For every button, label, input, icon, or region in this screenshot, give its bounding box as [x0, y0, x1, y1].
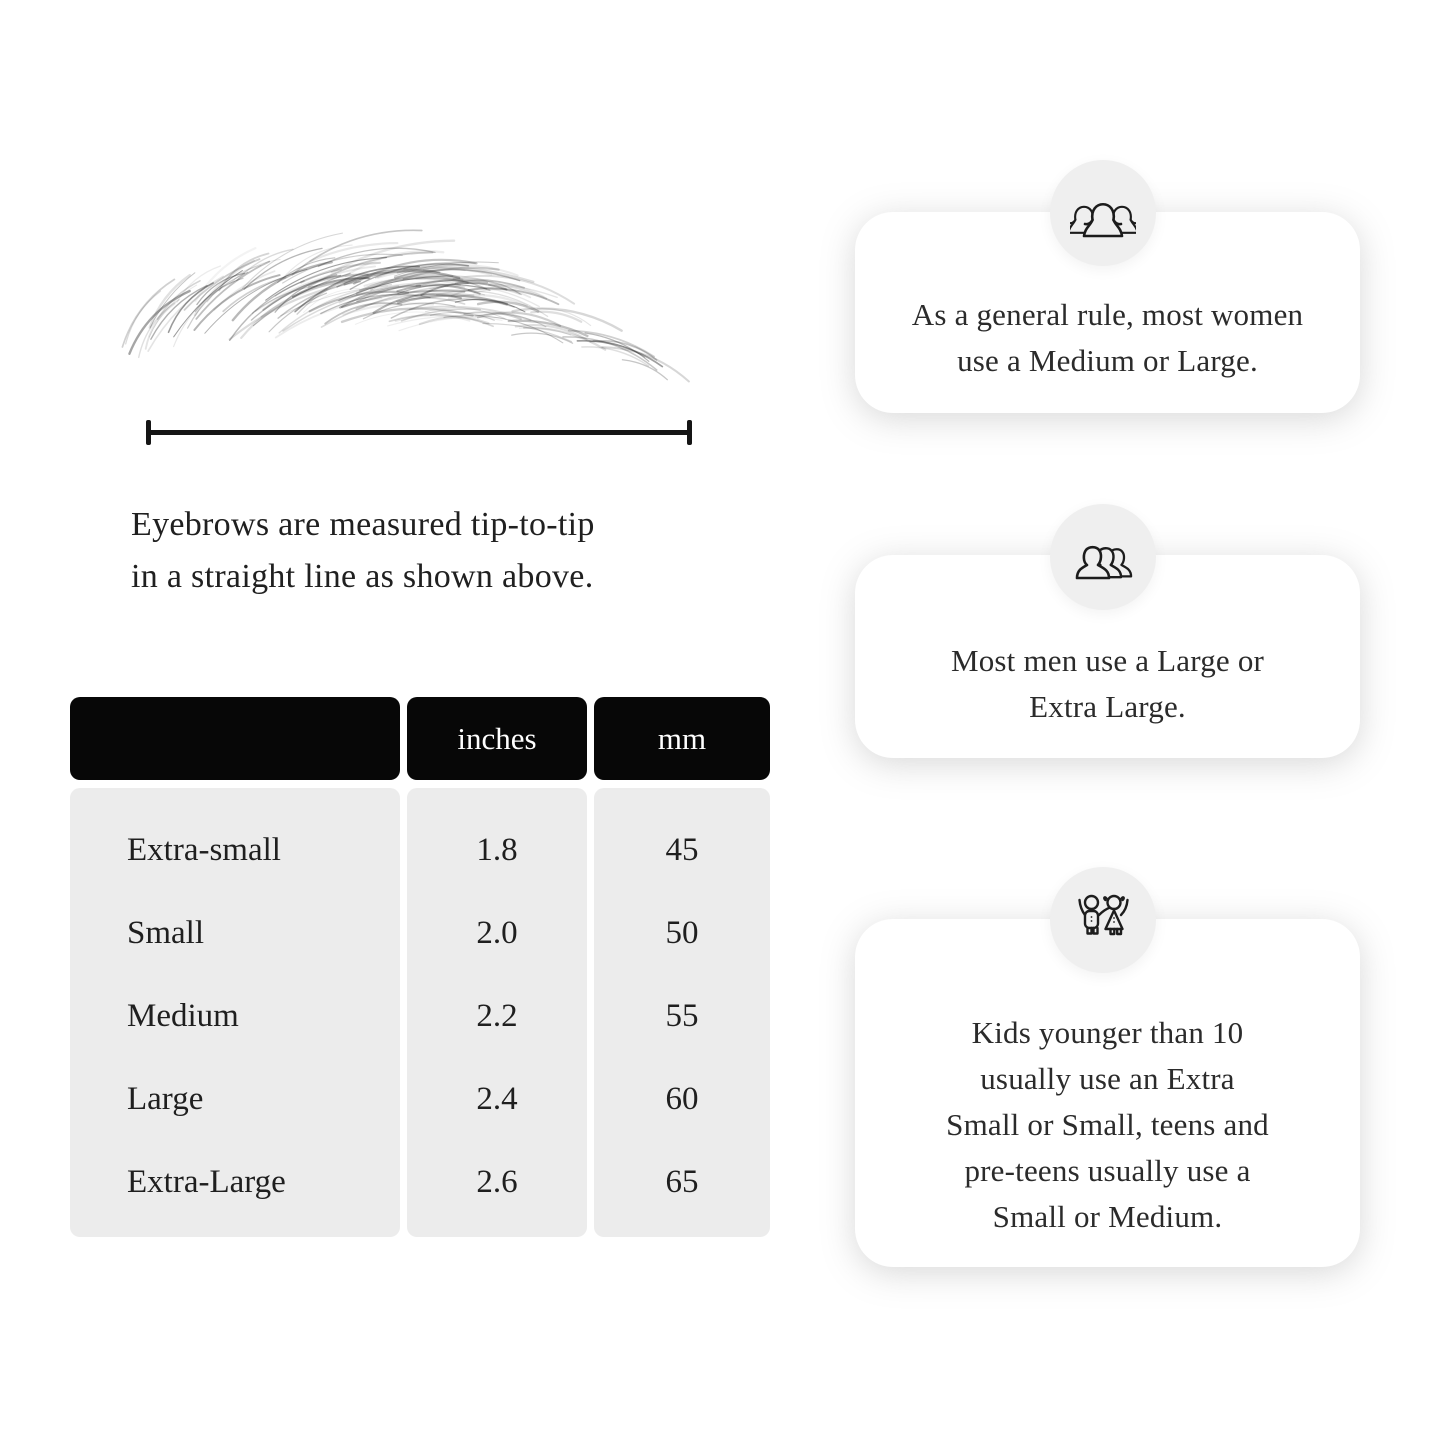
size-label: Medium — [127, 998, 239, 1034]
mm-column — [594, 788, 770, 1237]
column-header-mm: mm — [594, 697, 770, 780]
size-label: Small — [127, 915, 205, 951]
men-group-icon — [1070, 532, 1136, 582]
measurement-line-right-cap — [687, 420, 692, 445]
inches-value: 1.8 — [476, 832, 518, 868]
measurement-line — [146, 430, 692, 435]
card-text-line: Kids younger than 10 — [971, 1015, 1244, 1050]
kids-guideline-text — [946, 1010, 1269, 1240]
card-text-line: Most men use a Large or — [950, 642, 1265, 678]
eyebrow-sketch — [108, 225, 708, 425]
size-table-body — [70, 788, 770, 1237]
size-table-header — [70, 697, 770, 780]
inches-value: 2.6 — [476, 1164, 518, 1200]
size-label: Extra-small — [127, 832, 281, 868]
mm-value: 65 — [665, 1164, 699, 1200]
women-guideline-text — [912, 292, 1303, 384]
kids-icon — [1070, 890, 1136, 950]
column-header-inches: inches — [407, 697, 587, 780]
measurement-line-left-cap — [146, 420, 151, 445]
women-icon-circle — [1050, 160, 1156, 266]
kids-icon-circle — [1050, 867, 1156, 973]
men-guideline-text — [951, 638, 1264, 730]
mm-value: 45 — [665, 832, 699, 868]
card-text-line: Extra Large. — [1029, 688, 1186, 724]
card-text-line: pre-teens usually use a — [964, 1153, 1251, 1188]
size-label: Extra-Large — [127, 1164, 286, 1200]
caption-line: in a straight line as shown above. — [131, 558, 594, 595]
measurement-caption — [131, 499, 595, 603]
card-text-line: As a general rule, most women — [911, 296, 1304, 332]
mm-value: 50 — [665, 915, 699, 951]
mm-value: 60 — [665, 1081, 699, 1117]
men-icon-circle — [1050, 504, 1156, 610]
inches-value: 2.0 — [476, 915, 518, 951]
size-label: Large — [127, 1081, 204, 1117]
column-header-size — [70, 697, 400, 780]
card-text-line: usually use an Extra — [980, 1061, 1235, 1096]
size-label-column — [70, 788, 400, 1237]
inches-column — [407, 788, 587, 1237]
caption-line: Eyebrows are measured tip-to-tip — [131, 506, 595, 543]
women-group-icon — [1070, 187, 1136, 239]
eyebrow-illustration — [108, 225, 708, 425]
card-text-line: Small or Medium. — [992, 1199, 1223, 1234]
mm-value: 55 — [665, 998, 699, 1034]
inches-value: 2.4 — [476, 1081, 518, 1117]
card-text-line: Small or Small, teens and — [946, 1107, 1269, 1142]
inches-value: 2.2 — [476, 998, 518, 1034]
card-text-line: use a Medium or Large. — [957, 342, 1258, 378]
